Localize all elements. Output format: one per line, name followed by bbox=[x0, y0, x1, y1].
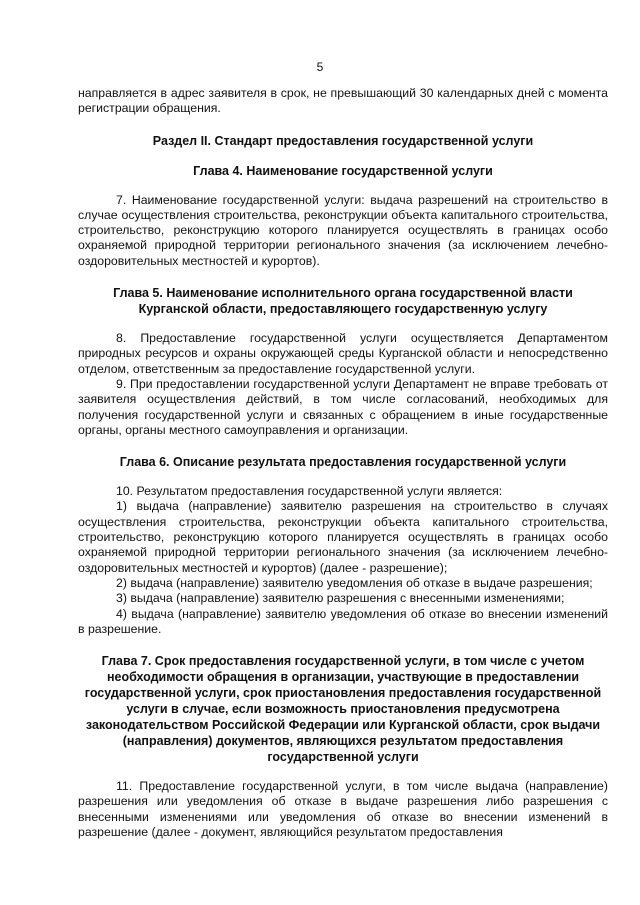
paragraph-10-item-3: 3) выдача (направление) заявителю разрешения с внесенными изменениями; bbox=[116, 591, 565, 606]
document-body bbox=[78, 86, 608, 840]
paragraph-10-item-2: 2) выдача (направление) заявителю уведомления об отказе в выдаче разрешения; bbox=[116, 575, 593, 590]
paragraph-7: 7. Наименование государственной услуги: выдача разрешений на строительство в случае осуществления строительства, реконструкции объекта капитального строительства, строительство, реконструкцию которого планируется осуществлять в границах особо охраняемой природной территории регионального значения (за исключением лечебно-оздоровительных местностей и курортов). bbox=[78, 192, 608, 268]
paragraph-8: 8. Предоставление государственной услуги осуществляется Департаментом природных ресурсов и охраны окружающей среды Курганской области и непосредственно отделом, ответственным за предоставление государственной услуги. bbox=[78, 331, 608, 376]
section-title: Раздел II. Стандарт предоставления государственной услуги bbox=[152, 133, 534, 148]
paragraph-intro: направляется в адрес заявителя в срок, не превышающий 30 календарных дней с момента регистрации обращения. bbox=[78, 86, 608, 116]
chapter-6-title: Глава 6. Описание результата предоставления государственной услуги bbox=[119, 455, 567, 470]
chapter-7-title: Глава 7. Срок предоставления государственной услуги, в том числе с учетом необходимости обращения в организации, участвующие в предоставлении государственной услуги, срок приостановления предоставления государственной услуги в случае, если возможность приостановления предусмотрена законодательством Российской Федерации или Курганской области, срок выдачи (направления) документов, являющихся результатом предоставления государственной услуги bbox=[84, 654, 602, 765]
paragraph-11: 11. Предоставление государственной услуги, в том числе выдача (направление) разрешения или уведомления об отказе в выдаче разрешения либо разрешения с внесенными изменениями или уведомления об отказе во внесении изменений в разрешение (далее - документ, являющийся результатом предоставления bbox=[78, 779, 608, 840]
page-number: 5 bbox=[316, 60, 324, 74]
paragraph-10-item-1: 1) выдача (направление) заявителю разрешения на строительство в случаях осуществления строительства, реконструкции объекта капитального строительства, строительство, реконструкцию которого планируется осуществлять в границах особо охраняемой природной территории регионального значения (за исключением лечебно-оздоровительных местностей и курортов) (далее - разрешение); bbox=[78, 499, 608, 575]
chapter-5-title: Глава 5. Наименование исполнительного органа государственной власти Курганской области, предоставляющего государственную услугу bbox=[113, 286, 573, 317]
paragraph-10-item-4: 4) выдача (направление) заявителю уведомления об отказе во внесении изменений в разрешение. bbox=[78, 606, 608, 636]
paragraph-9: 9. При предоставлении государственной услуги Департамент не вправе требовать от заявителя осуществления действий, в том числе согласований, необходимых для получения государственной услуги и связанных с обращением в иные государственные органы, органы местного самоуправления и организации. bbox=[78, 376, 608, 437]
paragraph-10: 10. Результатом предоставления государственной услуги является: bbox=[116, 484, 503, 499]
chapter-4-title: Глава 4. Наименование государственной услуги bbox=[193, 163, 493, 178]
